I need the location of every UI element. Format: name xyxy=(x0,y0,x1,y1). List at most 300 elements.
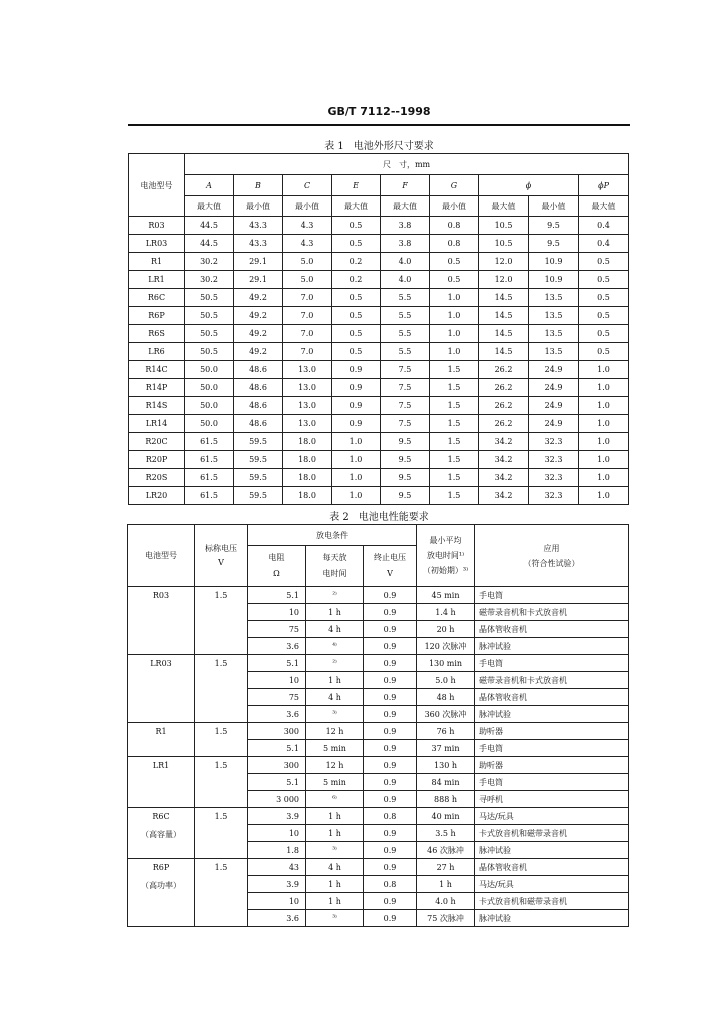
value-cell: 29.1 xyxy=(234,253,283,271)
value-cell: 7.5 xyxy=(381,379,430,397)
value-cell: 1.0 xyxy=(332,433,381,451)
application-cell: 脉冲试验 xyxy=(475,910,629,927)
value-cell: 50.5 xyxy=(185,343,234,361)
application-header-2: （符合性试验） xyxy=(523,558,580,568)
value-cell: 59.5 xyxy=(234,451,283,469)
min-time-cell: 120 次脉冲 xyxy=(417,638,475,655)
value-cell: 14.5 xyxy=(479,343,529,361)
voltage-header-unit: V xyxy=(218,557,224,567)
min-time-cell: 48 h xyxy=(417,689,475,706)
subheader-cell: 最小值 xyxy=(529,196,579,217)
value-cell: 24.9 xyxy=(529,379,579,397)
value-cell: 48.6 xyxy=(234,379,283,397)
model-cell xyxy=(128,723,195,757)
resistance-cell: 300 xyxy=(248,723,306,740)
voltage-cell: 1.5 xyxy=(195,808,248,859)
value-cell: 50.5 xyxy=(185,325,234,343)
model-cell: R14P xyxy=(129,379,185,397)
value-cell: 7.5 xyxy=(381,397,430,415)
subheader-cell: 最小值 xyxy=(430,196,479,217)
value-cell: 4.0 xyxy=(381,253,430,271)
daily-time-cell: ³⁾ xyxy=(306,706,364,723)
value-cell: 30.2 xyxy=(185,271,234,289)
resistance-cell: 300 xyxy=(248,757,306,774)
voltage-cell: 1.5 xyxy=(195,587,248,655)
min-time-cell: 46 次脉冲 xyxy=(417,842,475,859)
value-cell: 10.9 xyxy=(529,253,579,271)
value-cell: 26.2 xyxy=(479,397,529,415)
daily-time-cell: ³⁾ xyxy=(306,910,364,927)
application-cell: 晶体管收音机 xyxy=(475,621,629,638)
value-cell: 4.3 xyxy=(283,217,332,235)
min-time-header-3: （初始期）³⁾ xyxy=(422,566,469,575)
daily-time-cell: 4 h xyxy=(306,621,364,638)
value-cell: 34.2 xyxy=(479,451,529,469)
resistance-cell: 3.6 xyxy=(248,638,306,655)
min-time-cell: 3.5 h xyxy=(417,825,475,842)
model-name: R6P xyxy=(152,863,170,872)
model-note: （高容量） xyxy=(141,830,181,839)
value-cell: 50.0 xyxy=(185,379,234,397)
min-time-cell: 75 次脉冲 xyxy=(417,910,475,927)
model-cell: R6C xyxy=(129,289,185,307)
model-cell: R20S xyxy=(129,469,185,487)
model-header: 电池型号 xyxy=(129,154,185,217)
daily-time-cell: 4 h xyxy=(306,689,364,706)
value-cell: 1.0 xyxy=(579,397,629,415)
model-name: R03 xyxy=(152,591,170,600)
model-cell: LR1 xyxy=(129,271,185,289)
value-cell: 0.2 xyxy=(332,271,381,289)
value-cell: 1.0 xyxy=(579,469,629,487)
table-row xyxy=(128,587,629,604)
standard-header: GB/T 7112--1998 xyxy=(327,105,431,118)
min-time-cell: 84 min xyxy=(417,774,475,791)
value-cell: 18.0 xyxy=(283,433,332,451)
application-cell: 助听器 xyxy=(475,723,629,740)
daily-time-cell: ²⁾ xyxy=(306,587,364,604)
resistance-cell: 5.1 xyxy=(248,587,306,604)
value-cell: 1.5 xyxy=(430,469,479,487)
application-cell: 手电筒 xyxy=(475,740,629,757)
resistance-header-label: 电阻 xyxy=(268,553,285,562)
value-cell: 13.5 xyxy=(529,325,579,343)
table-row xyxy=(128,859,629,876)
voltage-header xyxy=(195,525,248,587)
value-cell: 5.5 xyxy=(381,325,430,343)
end-voltage-header-unit: V xyxy=(387,569,393,578)
value-cell: 49.2 xyxy=(234,289,283,307)
value-cell: 0.8 xyxy=(430,235,479,253)
table-row xyxy=(129,289,629,307)
value-cell: 1.0 xyxy=(430,343,479,361)
resistance-cell: 3.9 xyxy=(248,808,306,825)
value-cell: 10.5 xyxy=(479,217,529,235)
value-cell: 50.5 xyxy=(185,307,234,325)
value-cell: 1.0 xyxy=(430,289,479,307)
value-cell: 0.5 xyxy=(430,253,479,271)
model-cell: R03 xyxy=(129,217,185,235)
table-row xyxy=(129,253,629,271)
resistance-cell: 3.6 xyxy=(248,910,306,927)
value-cell: 0.5 xyxy=(579,343,629,361)
value-cell: 1.5 xyxy=(430,415,479,433)
value-cell: 13.0 xyxy=(283,361,332,379)
resistance-cell: 10 xyxy=(248,672,306,689)
value-cell: 48.6 xyxy=(234,397,283,415)
model-header: 电池型号 xyxy=(128,525,195,587)
table-row xyxy=(128,808,629,825)
column-header: F xyxy=(381,175,430,196)
value-cell: 32.3 xyxy=(529,451,579,469)
value-cell: 61.5 xyxy=(185,433,234,451)
value-cell: 13.0 xyxy=(283,397,332,415)
value-cell: 1.0 xyxy=(430,307,479,325)
value-cell: 24.9 xyxy=(529,361,579,379)
model-cell: LR6 xyxy=(129,343,185,361)
column-header: B xyxy=(234,175,283,196)
value-cell: 7.0 xyxy=(283,325,332,343)
value-cell: 50.0 xyxy=(185,397,234,415)
value-cell: 5.5 xyxy=(381,343,430,361)
resistance-cell: 5.1 xyxy=(248,655,306,672)
min-time-cell: 76 h xyxy=(417,723,475,740)
column-header: ϕP xyxy=(579,175,629,196)
value-cell: 32.3 xyxy=(529,469,579,487)
value-cell: 24.9 xyxy=(529,397,579,415)
value-cell: 48.6 xyxy=(234,415,283,433)
table1-title: 表 1 电池外形尺寸要求 xyxy=(324,141,434,152)
value-cell: 0.5 xyxy=(332,307,381,325)
min-time-cell: 27 h xyxy=(417,859,475,876)
value-cell: 0.5 xyxy=(332,325,381,343)
resistance-cell: 5.1 xyxy=(248,740,306,757)
value-cell: 13.5 xyxy=(529,289,579,307)
value-cell: 0.5 xyxy=(579,325,629,343)
value-cell: 7.0 xyxy=(283,307,332,325)
column-header: G xyxy=(430,175,479,196)
resistance-cell: 10 xyxy=(248,893,306,910)
resistance-cell: 3 000 xyxy=(248,791,306,808)
min-time-header-1: 最小平均 xyxy=(429,536,462,545)
end-voltage-cell: 0.9 xyxy=(364,689,417,706)
table-row xyxy=(129,433,629,451)
application-cell: 磁带录音机和卡式放音机 xyxy=(475,604,629,621)
value-cell: 9.5 xyxy=(381,487,430,505)
end-voltage-cell: 0.9 xyxy=(364,859,417,876)
value-cell: 4.3 xyxy=(283,235,332,253)
application-cell: 卡式放音机和磁带录音机 xyxy=(475,893,629,910)
value-cell: 13.0 xyxy=(283,379,332,397)
column-header: E xyxy=(332,175,381,196)
min-time-cell: 130 h xyxy=(417,757,475,774)
value-cell: 0.5 xyxy=(579,271,629,289)
subheader-cell: 最小值 xyxy=(234,196,283,217)
value-cell: 1.5 xyxy=(430,379,479,397)
voltage-header-label: 标称电压 xyxy=(205,543,237,553)
value-cell: 43.3 xyxy=(234,235,283,253)
value-cell: 14.5 xyxy=(479,307,529,325)
end-voltage-header xyxy=(364,546,417,587)
value-cell: 24.9 xyxy=(529,415,579,433)
application-cell: 手电筒 xyxy=(475,587,629,604)
value-cell: 1.0 xyxy=(579,379,629,397)
model-note: （高功率） xyxy=(141,881,181,890)
end-voltage-cell: 0.9 xyxy=(364,672,417,689)
min-time-cell: 888 h xyxy=(417,791,475,808)
min-time-cell: 1.4 h xyxy=(417,604,475,621)
application-cell: 手电筒 xyxy=(475,655,629,672)
application-cell: 脉冲试验 xyxy=(475,706,629,723)
value-cell: 0.5 xyxy=(579,307,629,325)
model-cell: R14S xyxy=(129,397,185,415)
application-cell: 磁带录音机和卡式放音机 xyxy=(475,672,629,689)
daily-time-cell: 1 h xyxy=(306,893,364,910)
model-cell: LR20 xyxy=(129,487,185,505)
end-voltage-cell: 0.9 xyxy=(364,587,417,604)
table-row xyxy=(129,361,629,379)
value-cell: 18.0 xyxy=(283,451,332,469)
value-cell: 3.8 xyxy=(381,217,430,235)
application-cell: 马达/玩具 xyxy=(475,808,629,825)
end-voltage-cell: 0.9 xyxy=(364,723,417,740)
value-cell: 5.5 xyxy=(381,289,430,307)
daily-time-header-1: 每天放 xyxy=(322,553,347,562)
value-cell: 49.2 xyxy=(234,307,283,325)
dimension-header: 尺 寸，mm xyxy=(185,154,629,175)
model-cell: LR14 xyxy=(129,415,185,433)
value-cell: 1.5 xyxy=(430,451,479,469)
end-voltage-cell: 0.9 xyxy=(364,842,417,859)
resistance-cell: 10 xyxy=(248,604,306,621)
value-cell: 14.5 xyxy=(479,289,529,307)
value-cell: 3.8 xyxy=(381,235,430,253)
value-cell: 9.5 xyxy=(529,217,579,235)
value-cell: 1.5 xyxy=(430,397,479,415)
value-cell: 1.5 xyxy=(430,361,479,379)
table2-title: 表 2 电池电性能要求 xyxy=(329,512,429,523)
value-cell: 0.5 xyxy=(430,271,479,289)
column-header: A xyxy=(185,175,234,196)
application-cell: 手电筒 xyxy=(475,774,629,791)
application-cell: 助听器 xyxy=(475,757,629,774)
value-cell: 1.5 xyxy=(430,487,479,505)
table-row xyxy=(129,343,629,361)
value-cell: 1.0 xyxy=(579,361,629,379)
value-cell: 4.0 xyxy=(381,271,430,289)
end-voltage-cell: 0.9 xyxy=(364,740,417,757)
daily-time-cell: ⁶⁾ xyxy=(306,791,364,808)
subheader-cell: 最大值 xyxy=(479,196,529,217)
value-cell: 49.2 xyxy=(234,325,283,343)
daily-time-cell: ³⁾ xyxy=(306,842,364,859)
value-cell: 1.0 xyxy=(579,433,629,451)
end-voltage-cell: 0.9 xyxy=(364,893,417,910)
model-cell: R1 xyxy=(129,253,185,271)
value-cell: 44.5 xyxy=(185,217,234,235)
value-cell: 7.0 xyxy=(283,289,332,307)
value-cell: 32.3 xyxy=(529,487,579,505)
value-cell: 9.5 xyxy=(381,469,430,487)
value-cell: 1.0 xyxy=(430,325,479,343)
min-time-cell: 45 min xyxy=(417,587,475,604)
value-cell: 50.5 xyxy=(185,289,234,307)
value-cell: 0.5 xyxy=(332,289,381,307)
end-voltage-cell: 0.8 xyxy=(364,808,417,825)
daily-time-cell: 12 h xyxy=(306,723,364,740)
voltage-cell: 1.5 xyxy=(195,757,248,808)
value-cell: 0.5 xyxy=(332,235,381,253)
value-cell: 7.5 xyxy=(381,415,430,433)
table-row xyxy=(128,757,629,774)
resistance-cell: 43 xyxy=(248,859,306,876)
value-cell: 13.5 xyxy=(529,343,579,361)
subheader-cell: 最大值 xyxy=(332,196,381,217)
column-header: ϕ xyxy=(479,175,579,196)
daily-time-cell: 4 h xyxy=(306,859,364,876)
model-cell xyxy=(128,587,195,655)
value-cell: 0.5 xyxy=(332,217,381,235)
model-cell: R14C xyxy=(129,361,185,379)
value-cell: 0.5 xyxy=(332,343,381,361)
resistance-cell: 3.6 xyxy=(248,706,306,723)
table-row xyxy=(129,415,629,433)
value-cell: 18.0 xyxy=(283,487,332,505)
value-cell: 0.9 xyxy=(332,379,381,397)
application-cell: 寻呼机 xyxy=(475,791,629,808)
value-cell: 0.4 xyxy=(579,235,629,253)
model-cell: LR03 xyxy=(129,235,185,253)
table-row xyxy=(129,307,629,325)
resistance-cell: 3.9 xyxy=(248,876,306,893)
application-cell: 晶体管收音机 xyxy=(475,689,629,706)
min-time-cell: 37 min xyxy=(417,740,475,757)
table-row xyxy=(129,379,629,397)
daily-time-cell: ²⁾ xyxy=(306,655,364,672)
value-cell: 10.5 xyxy=(479,235,529,253)
value-cell: 59.5 xyxy=(234,469,283,487)
daily-time-cell: 1 h xyxy=(306,604,364,621)
min-time-cell: 40 min xyxy=(417,808,475,825)
value-cell: 26.2 xyxy=(479,361,529,379)
model-name: LR1 xyxy=(152,761,170,770)
daily-time-cell: 5 min xyxy=(306,774,364,791)
table-row xyxy=(129,271,629,289)
conditions-header: 放电条件 xyxy=(248,525,417,546)
table-row xyxy=(129,397,629,415)
application-cell: 晶体管收音机 xyxy=(475,859,629,876)
value-cell: 61.5 xyxy=(185,469,234,487)
model-cell xyxy=(128,808,195,859)
value-cell: 1.0 xyxy=(332,469,381,487)
resistance-cell: 75 xyxy=(248,689,306,706)
daily-time-cell: 1 h xyxy=(306,672,364,689)
value-cell: 7.0 xyxy=(283,343,332,361)
value-cell: 34.2 xyxy=(479,433,529,451)
value-cell: 61.5 xyxy=(185,487,234,505)
application-header-1: 应用 xyxy=(543,543,560,553)
value-cell: 59.5 xyxy=(234,433,283,451)
end-voltage-cell: 0.9 xyxy=(364,791,417,808)
resistance-cell: 1.8 xyxy=(248,842,306,859)
min-time-cell: 5.0 h xyxy=(417,672,475,689)
end-voltage-cell: 0.9 xyxy=(364,706,417,723)
model-cell xyxy=(128,757,195,808)
value-cell: 26.2 xyxy=(479,379,529,397)
model-name: R1 xyxy=(155,727,167,736)
table-row xyxy=(129,235,629,253)
value-cell: 0.9 xyxy=(332,361,381,379)
value-cell: 50.0 xyxy=(185,415,234,433)
table-row xyxy=(128,723,629,740)
application-cell: 马达/玩具 xyxy=(475,876,629,893)
table-row xyxy=(129,325,629,343)
value-cell: 0.8 xyxy=(430,217,479,235)
value-cell: 9.5 xyxy=(529,235,579,253)
daily-time-cell: 1 h xyxy=(306,876,364,893)
subheader-cell: 最大值 xyxy=(185,196,234,217)
value-cell: 9.5 xyxy=(381,451,430,469)
application-cell: 脉冲试验 xyxy=(475,842,629,859)
value-cell: 0.5 xyxy=(579,253,629,271)
end-voltage-cell: 0.9 xyxy=(364,774,417,791)
value-cell: 18.0 xyxy=(283,469,332,487)
value-cell: 61.5 xyxy=(185,451,234,469)
resistance-cell: 5.1 xyxy=(248,774,306,791)
value-cell: 0.9 xyxy=(332,397,381,415)
model-cell: R6P xyxy=(129,307,185,325)
end-voltage-cell: 0.9 xyxy=(364,757,417,774)
table-row xyxy=(129,217,629,235)
daily-time-cell: 1 h xyxy=(306,808,364,825)
subheader-cell: 最大值 xyxy=(381,196,430,217)
end-voltage-cell: 0.9 xyxy=(364,910,417,927)
end-voltage-cell: 0.9 xyxy=(364,825,417,842)
model-cell: R20P xyxy=(129,451,185,469)
resistance-header xyxy=(248,546,306,587)
value-cell: 1.0 xyxy=(332,487,381,505)
min-time-cell: 360 次脉冲 xyxy=(417,706,475,723)
value-cell: 7.5 xyxy=(381,361,430,379)
resistance-header-unit: Ω xyxy=(273,569,280,578)
model-cell: R6S xyxy=(129,325,185,343)
value-cell: 1.5 xyxy=(430,433,479,451)
min-time-cell: 130 min xyxy=(417,655,475,672)
model-name: R6C xyxy=(152,812,170,821)
value-cell: 30.2 xyxy=(185,253,234,271)
value-cell: 0.5 xyxy=(579,289,629,307)
value-cell: 34.2 xyxy=(479,469,529,487)
min-time-header-2: 放电时间¹⁾ xyxy=(426,551,465,560)
value-cell: 1.0 xyxy=(332,451,381,469)
min-time-cell: 1 h xyxy=(417,876,475,893)
header-rule xyxy=(128,124,630,126)
application-cell: 卡式放音机和磁带录音机 xyxy=(475,825,629,842)
value-cell: 34.2 xyxy=(479,487,529,505)
daily-time-cell: ⁴⁾ xyxy=(306,638,364,655)
min-time-header xyxy=(417,525,475,587)
value-cell: 50.0 xyxy=(185,361,234,379)
value-cell: 48.6 xyxy=(234,361,283,379)
model-cell xyxy=(128,859,195,927)
resistance-cell: 75 xyxy=(248,621,306,638)
end-voltage-cell: 0.9 xyxy=(364,655,417,672)
value-cell: 12.0 xyxy=(479,271,529,289)
dimension-table xyxy=(128,153,629,505)
subheader-cell: 最小值 xyxy=(283,196,332,217)
resistance-cell: 10 xyxy=(248,825,306,842)
value-cell: 49.2 xyxy=(234,343,283,361)
